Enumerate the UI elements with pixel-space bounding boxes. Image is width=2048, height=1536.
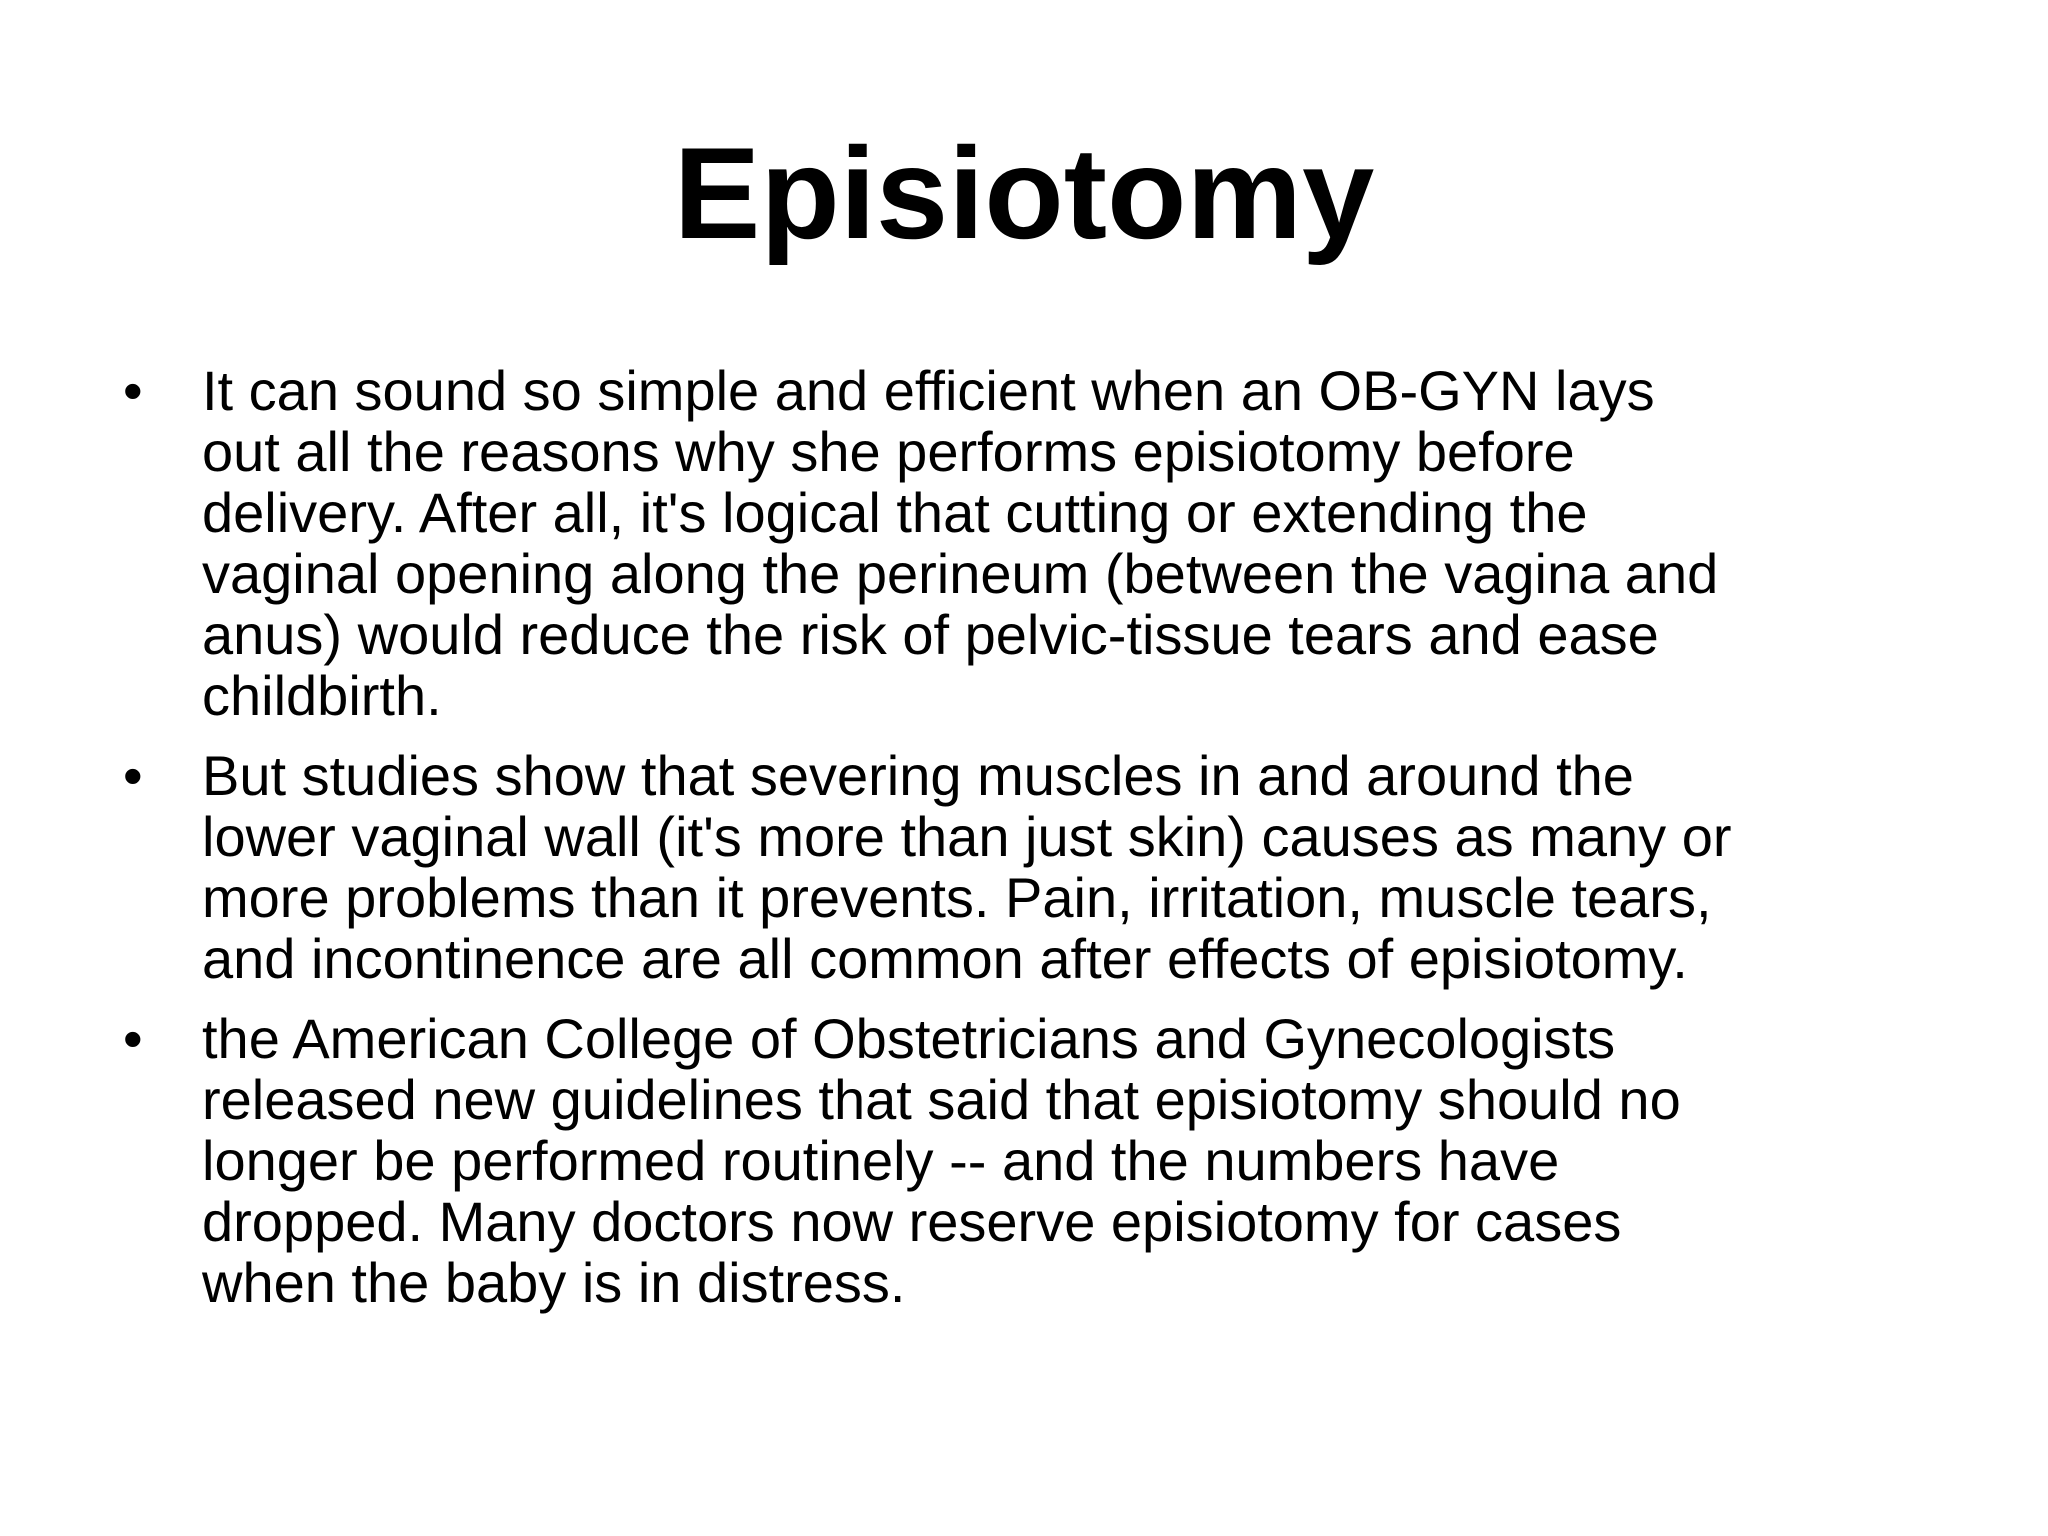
- text-line: and incontinence are all common after effects of episiotomy.: [202, 927, 1688, 990]
- text-line: childbirth.: [202, 664, 442, 727]
- text-line: longer be performed routinely -- and the numbers have: [202, 1129, 1560, 1192]
- text-line: vaginal opening along the perineum (between the vagina and: [202, 542, 1719, 605]
- bullet-list: [0, 360, 2048, 1332]
- text-line: more problems than it prevents. Pain, irritation, muscle tears,: [202, 866, 1712, 929]
- text-line: But studies show that severing muscles in and around the: [202, 744, 1634, 807]
- slide-title: Episiotomy: [673, 120, 1375, 266]
- text-line: dropped. Many doctors now reserve episiotomy for cases: [202, 1190, 1622, 1253]
- bullet-item-2: [0, 745, 2048, 989]
- bullet-item-1: [0, 360, 2048, 726]
- bullet-icon: •: [123, 744, 143, 807]
- bullet-icon: •: [123, 359, 143, 422]
- text-line: the American College of Obstetricians and Gynecologists: [202, 1007, 1616, 1070]
- text-line: released new guidelines that said that episiotomy should no: [202, 1068, 1681, 1131]
- text-line: anus) would reduce the risk of pelvic-tissue tears and ease: [202, 603, 1659, 666]
- text-line: lower vaginal wall (it's more than just skin) causes as many or: [202, 805, 1732, 868]
- text-line: It can sound so simple and efficient when an OB-GYN lays: [202, 359, 1655, 422]
- bullet-item-3: [0, 1008, 2048, 1313]
- text-line: when the baby is in distress.: [202, 1251, 906, 1314]
- bullet-text: [202, 360, 1962, 726]
- text-line: delivery. After all, it's logical that cutting or extending the: [202, 481, 1588, 544]
- bullet-icon: •: [123, 1007, 143, 1070]
- text-line: out all the reasons why she performs episiotomy before: [202, 420, 1575, 483]
- bullet-text: [202, 1008, 1962, 1313]
- bullet-text: [202, 745, 1962, 989]
